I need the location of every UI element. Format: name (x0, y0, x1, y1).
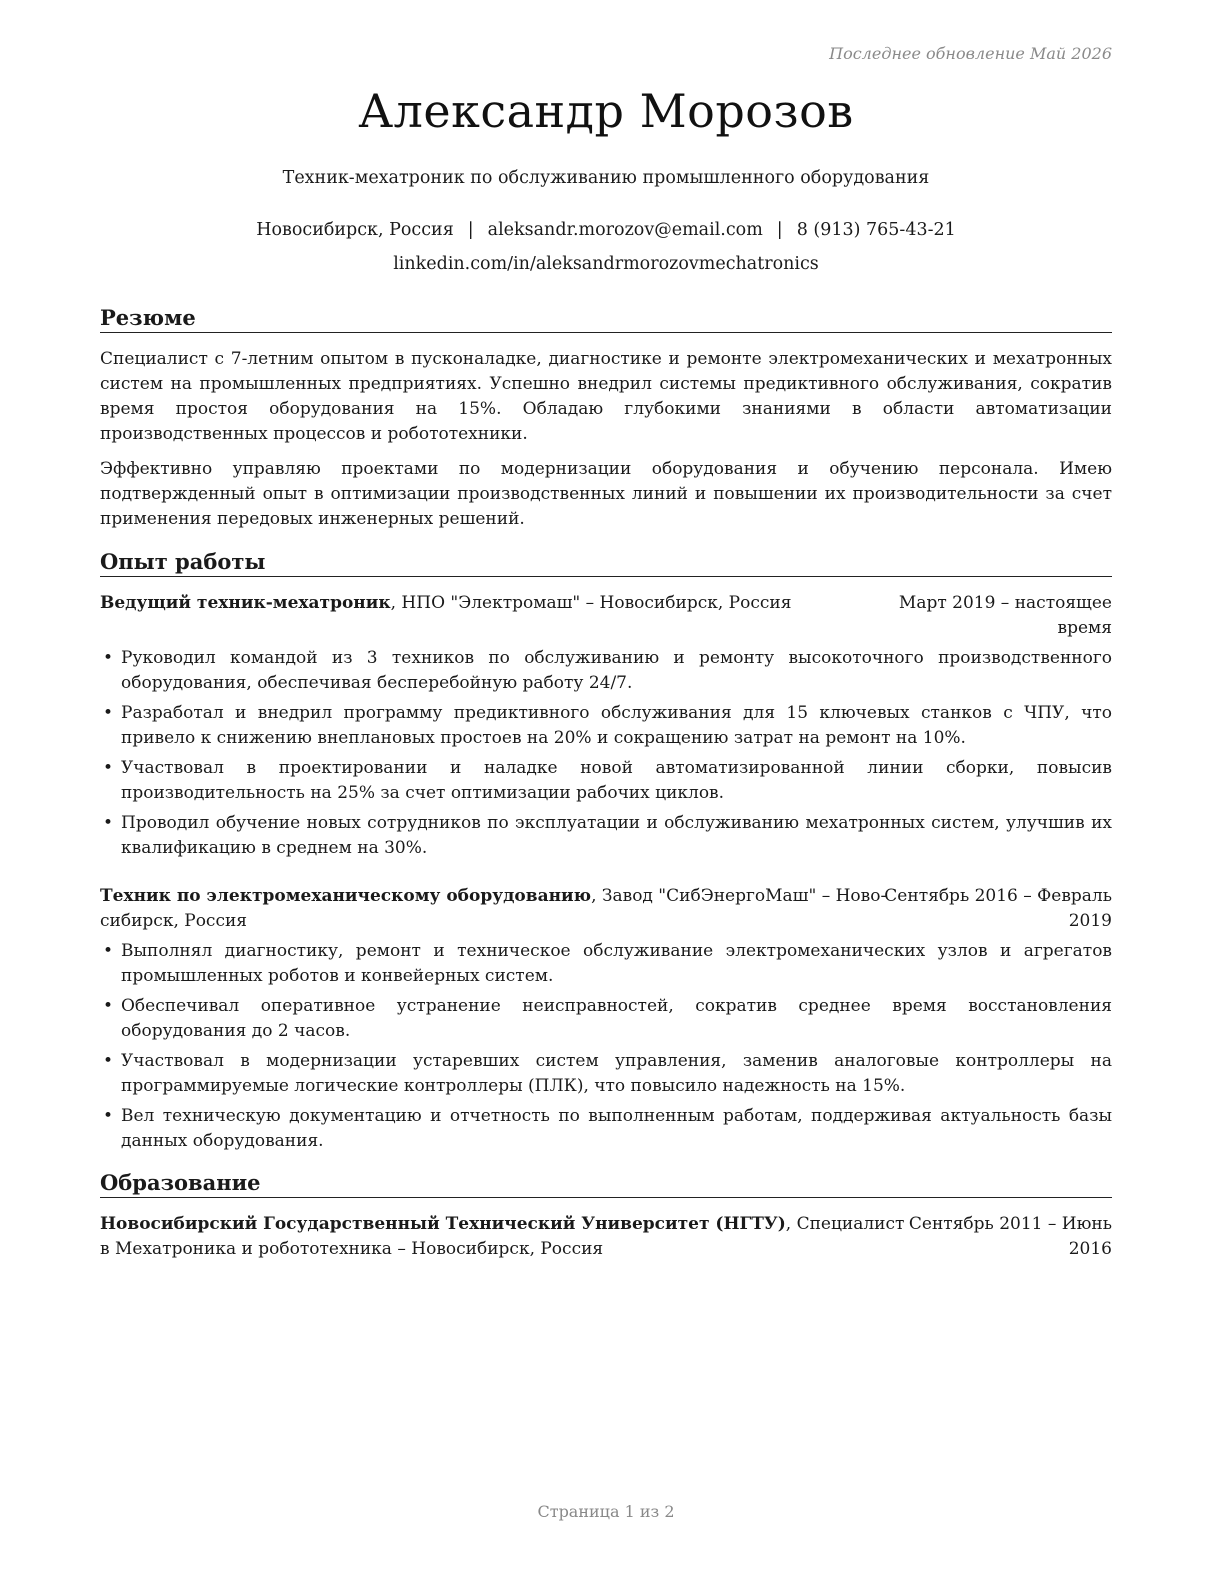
bullet-icon: • (103, 996, 114, 1016)
education-entry (100, 1212, 1112, 1262)
education-institution: Новосибирский Государственный Технический Университет (НГТУ) (100, 1214, 786, 1234)
separator: | (776, 220, 783, 240)
education-title-line (100, 1212, 904, 1262)
summary-paragraph: Эффективно управляю проектами по модернизации оборудования и обучению персонала. Имею подтвержденный опыт в оптимизации производственных линий и повышении их производительности за счет применения передовых инженерных решений. (100, 459, 1112, 529)
list-item (100, 756, 1112, 806)
list-item (100, 939, 1112, 989)
job-dates-end: время (1057, 618, 1112, 638)
job-dates-start: Сентябрь 2016 – Февраль (884, 886, 1112, 906)
bullet-icon: • (103, 1051, 114, 1071)
section-title-education: Образование (100, 1170, 1112, 1198)
bullet-text: Вел техническую документацию и отчетность по выполненным работам, поддерживая актуальность базы данных оборудования. (121, 1106, 1112, 1151)
phone-number: 8 (913) 765-43-21 (796, 220, 956, 240)
bullet-icon: • (103, 813, 114, 833)
job-company-cont: сибирск, Россия (100, 911, 248, 931)
job-role: Техник по электромеханическому оборудованию (100, 886, 592, 906)
bullet-icon: • (103, 941, 114, 961)
job-role: Ведущий техник-мехатроник (100, 593, 391, 613)
bullet-icon: • (103, 648, 114, 668)
resume-page (100, 0, 1112, 1584)
location: Новосибирск, Россия (256, 220, 454, 240)
list-item (100, 994, 1112, 1044)
education-dates-end: 2016 (1068, 1239, 1112, 1259)
list-item (100, 701, 1112, 751)
linkedin-link[interactable]: linkedin.com/in/aleksandrmorozovmechatronics (393, 254, 819, 274)
education-dates (909, 1212, 1112, 1262)
bullet-text: Участвовал в проектировании и наладке новой автоматизированной линии сборки, повысив производительность на 25% за счет оптимизации рабочих циклов. (121, 758, 1112, 803)
job-header (100, 591, 1112, 641)
list-item (100, 1104, 1112, 1154)
candidate-name: Александр Морозов (358, 84, 854, 138)
job-dates-end: 2019 (1068, 911, 1112, 931)
job-title-line (100, 884, 886, 934)
bullet-icon: • (103, 1106, 114, 1126)
job-bullets (100, 646, 1112, 866)
section-title-experience: Опыт работы (100, 549, 1112, 577)
list-item (100, 811, 1112, 861)
bullet-icon: • (103, 703, 114, 723)
contact-line (100, 220, 1112, 240)
candidate-headline: Техник-мехатроник по обслуживанию промышленного оборудования (282, 168, 930, 188)
job-dates-start: Март 2019 – настоящее (898, 593, 1112, 613)
last-updated-note: Последнее обновление Май 2026 (829, 44, 1112, 63)
education-degree: , Специалист (785, 1214, 905, 1234)
list-item (100, 646, 1112, 696)
job-dates (899, 591, 1112, 641)
summary-paragraph: Специалист с 7-летним опытом в пусконаладке, диагностике и ремонте электромеханических и мехатронных систем на промышленных предприятиях. Успешно внедрил системы предиктивного обслуживания, сократив время простоя оборудования на 15%. Обладаю глубокими знаниями в области автоматизации производственных процессов и робототехники. (100, 349, 1112, 444)
job-bullets (100, 939, 1112, 1159)
bullet-text: Участвовал в модернизации устаревших систем управления, заменив аналоговые контроллеры на программируемые логические контроллеры (ПЛК), что повысило надежность на 15%. (121, 1051, 1112, 1096)
bullet-text: Руководил командой из 3 техников по обслуживанию и ремонту высокоточного производственного оборудования, обеспечивая бесперебойную работу 24/7. (121, 648, 1112, 693)
job-header (100, 884, 1112, 934)
section-title-summary: Резюме (100, 305, 1112, 333)
education-degree-cont: в Мехатроника и робототехника – Новосибирск, Россия (100, 1239, 604, 1259)
bullet-text: Выполнял диагностику, ремонт и техническое обслуживание электромеханических узлов и агрегатов промышленных роботов и конвейерных систем. (121, 941, 1112, 986)
job-company: , Завод "СибЭнергоМаш" – Ново- (591, 886, 887, 906)
bullet-text: Проводил обучение новых сотрудников по эксплуатации и обслуживанию мехатронных систем, улучшив их квалификацию в среднем на 30%. (121, 813, 1112, 858)
job-company: , НПО "Электромаш" – Новосибирск, Россия (390, 593, 792, 613)
page-number: Страница 1 из 2 (537, 1502, 675, 1521)
bullet-icon: • (103, 758, 114, 778)
job-title-line (100, 591, 791, 616)
email-link[interactable]: aleksandr.morozov@email.com (487, 220, 763, 240)
list-item (100, 1049, 1112, 1099)
bullet-text: Обеспечивал оперативное устранение неисправностей, сократив среднее время восстановления оборудования до 2 часов. (121, 996, 1112, 1041)
education-dates-start: Сентябрь 2011 – Июнь (908, 1214, 1112, 1234)
job-dates (884, 884, 1112, 934)
separator: | (467, 220, 474, 240)
bullet-text: Разработал и внедрил программу предиктивного обслуживания для 15 ключевых станков с ЧПУ, что привело к снижению внеплановых простоев на 20% и сокращению затрат на ремонт на 10%. (121, 703, 1112, 748)
